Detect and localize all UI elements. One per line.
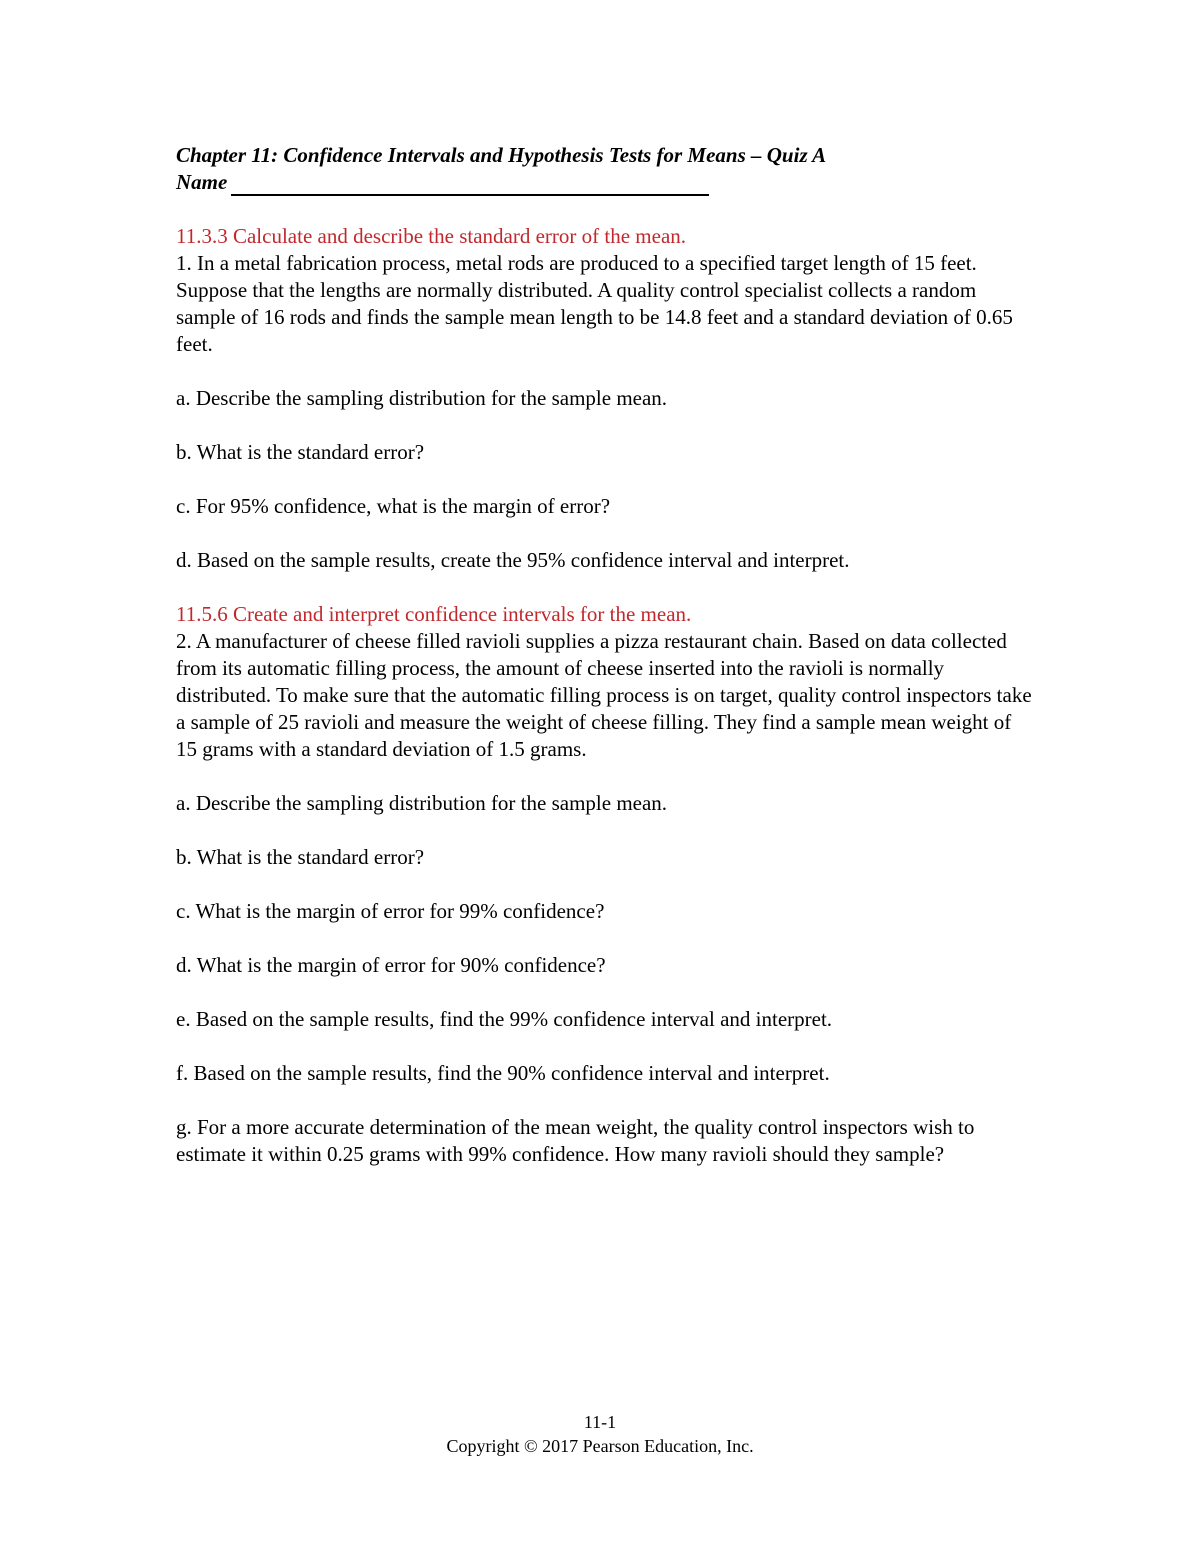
- name-field: [176, 169, 1036, 196]
- question-2-part-g: g. For a more accurate determination of the mean weight, the quality control inspectors wish to estimate it within 0.25 grams with 99% confidence. How many ravioli should they sample?: [176, 1115, 975, 1166]
- question-1-part-a: a. Describe the sampling distribution for the sample mean.: [176, 386, 668, 410]
- page-number: 11-1: [583, 1412, 617, 1432]
- quiz-content: [176, 142, 1036, 1168]
- question-2-part-e: e. Based on the sample results, find the 99% confidence interval and interpret.: [176, 1007, 833, 1031]
- page-footer: [0, 1410, 1200, 1458]
- name-blank-line: [231, 173, 709, 196]
- question-2-part-c: c. What is the margin of error for 99% confidence?: [176, 899, 605, 923]
- question-2-part-b: b. What is the standard error?: [176, 845, 425, 869]
- question-1-part-b: b. What is the standard error?: [176, 440, 425, 464]
- section2-objective: 11.5.6 Create and interpret confidence intervals for the mean.: [176, 602, 692, 626]
- copyright-notice: Copyright © 2017 Pearson Education, Inc.: [446, 1436, 754, 1456]
- name-label: Name: [176, 170, 228, 194]
- question-2-text: 2. A manufacturer of cheese filled ravioli supplies a pizza restaurant chain. Based on data collected from its automatic filling process, the amount of cheese inserted into the ravioli is normally distributed. To make sure that the automatic filling process is on target, quality control inspectors take a sample of 25 ravioli and measure the weight of cheese filling. They find a sample mean weight of 15 grams with a standard deviation of 1.5 grams.: [176, 629, 1032, 761]
- question-2-part-a: a. Describe the sampling distribution for the sample mean.: [176, 791, 668, 815]
- question-1-part-c: c. For 95% confidence, what is the margin of error?: [176, 494, 611, 518]
- section1-objective: 11.3.3 Calculate and describe the standard error of the mean.: [176, 224, 687, 248]
- question-1-part-d: d. Based on the sample results, create the 95% confidence interval and interpret.: [176, 548, 850, 572]
- quiz-title: Chapter 11: Confidence Intervals and Hypothesis Tests for Means – Quiz A: [176, 143, 827, 167]
- question-2-part-f: f. Based on the sample results, find the 90% confidence interval and interpret.: [176, 1061, 830, 1085]
- question-1-text: 1. In a metal fabrication process, metal rods are produced to a specified target length of 15 feet. Suppose that the lengths are normally distributed. A quality control specialist collects a random sample of 16 rods and finds the sample mean length to be 14.8 feet and a standard deviation of 0.65 feet.: [176, 251, 1013, 356]
- question-2-part-d: d. What is the margin of error for 90% confidence?: [176, 953, 606, 977]
